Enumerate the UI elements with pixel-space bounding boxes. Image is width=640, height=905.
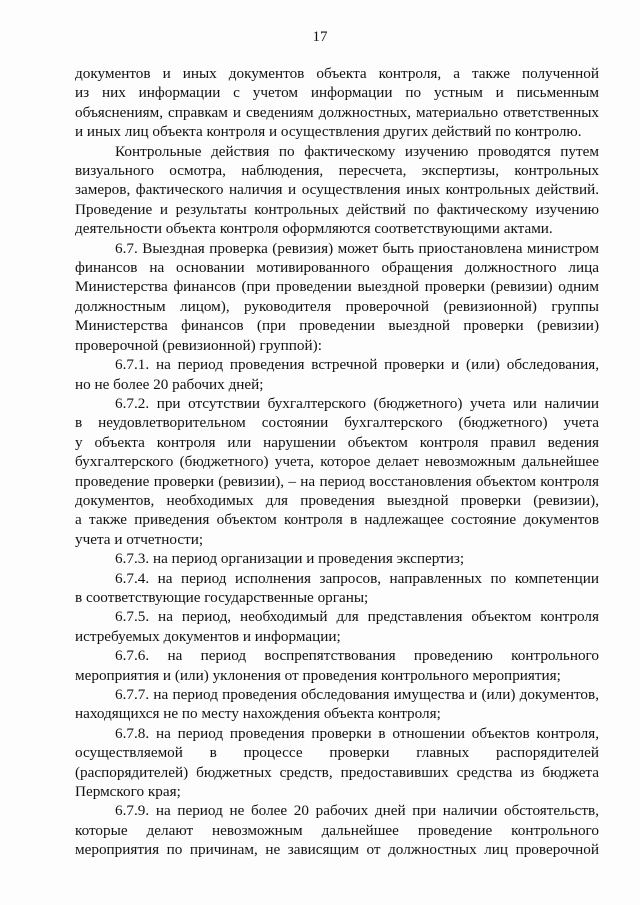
text-line: 6.7.5. на период, необходимый для представления объектом контроля xyxy=(115,608,599,626)
text-line: документов и иных документов объекта контроля, а также полученной xyxy=(75,65,599,82)
text-line: 6.7.9. на период не более 20 рабочих дней при наличии обстоятельств, xyxy=(115,802,599,820)
text-line: истребуемых документов и информации; xyxy=(75,627,341,645)
text-line: но не более 20 рабочих дней; xyxy=(75,375,264,393)
text-line: у объекта контроля или нарушении объектом контроля правил ведения xyxy=(75,433,599,451)
text-line: находящихся не по месту нахождения объекта контроля; xyxy=(75,705,441,723)
text-line: мероприятия и (или) уклонения от проведения контрольного мероприятия; xyxy=(75,666,561,684)
text-line: проведение проверки (ревизии), – на период восстановления объектом контроля xyxy=(75,472,599,490)
text-line: 6.7.7. на период проведения обследования имущества и (или) документов, xyxy=(115,686,599,703)
text-line: замеров, фактического наличия и осуществления иных контрольных действий. xyxy=(75,181,599,199)
text-line: Министерства финансов (при проведении выездной проверки (ревизии) xyxy=(75,317,599,335)
text-line: проверочной (ревизионной) группой): xyxy=(75,336,322,354)
text-line: в неудовлетворительном состоянии бухгалтерского (бюджетного) учета xyxy=(75,414,599,432)
text-line: документов, необходимых для проведения выездной проверки (ревизии), xyxy=(75,491,599,509)
text-line: Министерства финансов (при проведении выездной проверки (ревизии) одним xyxy=(75,278,599,296)
page-number: 17 xyxy=(312,29,328,45)
text-line: финансов на основании мотивированного обращения должностного лица xyxy=(75,259,599,277)
text-line: осуществляемой в процессе проверки главных распорядителей xyxy=(75,744,599,762)
text-line: (распорядителей) бюджетных средств, предоставивших средства из бюджета xyxy=(75,763,599,781)
body-text xyxy=(75,64,599,860)
text-line: Пермского края; xyxy=(75,783,181,801)
text-line: бухгалтерского (бюджетного) учета, которое делает невозможным дальнейшее xyxy=(75,453,599,471)
text-line: 6.7.8. на период проведения проверки в отношении объектов контроля, xyxy=(115,724,599,742)
text-line: объяснениям, справкам и сведениям должностных, материально ответственных xyxy=(75,103,599,121)
text-line: 6.7.1. на период проведения встречной проверки и (или) обследования, xyxy=(115,356,599,374)
text-line: и иных лиц объекта контроля и осуществления других действий по контролю. xyxy=(75,123,582,141)
text-line: 6.7.4. на период исполнения запросов, направленных по компетенции xyxy=(115,569,599,587)
text-line: деятельности объекта контроля оформляются соответствующими актами. xyxy=(75,220,553,238)
text-line: мероприятия по причинам, не зависящим от должностных лиц проверочной xyxy=(75,841,599,859)
text-line: 6.7. Выездная проверка (ревизия) может быть приостановлена министром xyxy=(115,239,599,257)
text-line: а также приведения объектом контроля в надлежащее состояние документов xyxy=(75,511,599,529)
text-line: из них информации с учетом информации по устным и письменным xyxy=(75,84,599,102)
text-line: учета и отчетности; xyxy=(75,530,204,548)
text-line: должностным лицом), руководителя проверочной (ревизионной) группы xyxy=(75,297,599,315)
text-line: визуального осмотра, наблюдения, пересчета, экспертизы, контрольных xyxy=(75,162,599,180)
text-line: 6.7.2. при отсутствии бухгалтерского (бюджетного) учета или наличии xyxy=(115,394,599,412)
text-line: 6.7.3. на период организации и проведения экспертиз; xyxy=(115,550,465,568)
text-line: которые делают невозможным дальнейшее проведение контрольного xyxy=(75,821,599,839)
text-line: в соответствующие государственные органы; xyxy=(75,588,369,606)
text-line: Проведение и результаты контрольных действий по фактическому изучению xyxy=(75,200,599,218)
text-line: Контрольные действия по фактическому изучению проводятся путем xyxy=(115,142,599,160)
text-line: 6.7.6. на период воспрепятствования проведению контрольного xyxy=(115,647,599,665)
